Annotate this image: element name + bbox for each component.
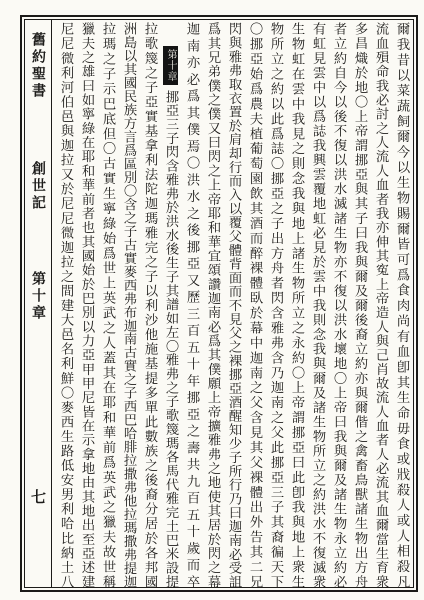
text-column-15: 拉瑪之子示巴底但〇古實生寧綠始爲世上英武之人蓋其在耶和華前爲英武之獵夫故世稱 xyxy=(100,22,115,588)
text-column-13: 拉歌篾之子亞實基拿利法陀迦瑪雅完之子以利沙他施基提多單此數族之後裔分居於各邦國 xyxy=(142,22,157,588)
text-column-16: 獵夫之雄曰如寧綠在耶和華前者也其國始於巴別以力亞甲甲尼皆在示拿地由其地出至亞述建 xyxy=(79,22,94,588)
text-column-9: 閃與雅弗取衣置於肩却行而入以覆父體背面而不見父之裸挪亞酒醒知少子所行乃曰迦南必受詛 xyxy=(226,22,241,588)
text-column-3: 多昌熾於地〇上帝謂挪亞與其子曰我與爾及爾後裔立約亦與爾偕之禽畜鳥獸諸生物出方舟 xyxy=(352,22,367,588)
running-header-chapter: 第十章 xyxy=(30,271,46,322)
running-header-section: 創世記 xyxy=(30,161,46,212)
text-column-2: 流血殞命我必討之人流人血者我亦伸其寃上帝造人與己肖故流人血者人必流其血爾當生育衆 xyxy=(373,22,388,588)
running-header-strip xyxy=(24,19,52,588)
text-column-17: 尼尼微利河伯邑與迦拉又於尼尼微迦拉之間建大邑名利鮮〇麥西生路低安男利哈比納土八 xyxy=(58,22,73,588)
main-text-block xyxy=(55,22,412,588)
text-column-14: 洲島以其國民族方言爲區別〇含之子古實麥西弗布迦南古實之子西巴哈腓拉撒弗他拉瑪撒弗提迦 xyxy=(121,22,136,588)
chapter-heading-tag: 第十章 xyxy=(163,46,178,85)
text-column-12 xyxy=(160,22,181,588)
text-column-5: 有虹見雲中以爲誌我興雲覆地虹必見於雲中我則念我與爾及諸生物所立之約洪水不復滅衆 xyxy=(310,22,325,588)
text-column-11: 迦南亦必爲其僕焉〇洪水之後挪亞又歷三百五十年挪亞之壽共九百五十歲而卒 xyxy=(184,22,199,588)
text-column-7: 物所立之約以此爲誌〇挪亞之子出方舟者閃含雅弗含乃迦南之父此挪亞三子其裔徧天下 xyxy=(268,22,283,588)
text-column-10: 爲其兄弟僕之僕又曰閃之上帝耶和華宜頌讚迦南必爲其僕願上帝擴雅弗之地使其居於閃之幕 xyxy=(205,22,220,588)
running-header-book-title: 舊約聖書 xyxy=(30,32,46,100)
text-column-6: 生物虹在雲中我見之則念我與地上諸生物所立之永約〇上帝謂挪亞曰此卽我與地上衆生 xyxy=(289,22,304,588)
text-column-1: 爾我昔以菜蔬飼爾今以生物賜爾皆可爲食肉尚有血卽其生命毋食或戕殺人或人相殺凡 xyxy=(394,22,409,588)
text-column-8: 〇挪亞始爲農夫植葡萄園飲其酒而醉裸體臥於幕中迦南之父含見其父裸體出外告其二兄 xyxy=(247,22,262,588)
text-column-12-text: 挪亞三子閃含雅弗於洪水後生子其譜如左〇雅弗之子歌篾瑪各馬代雅完土巴米設提 xyxy=(163,89,178,588)
page-number: 七 xyxy=(29,489,47,507)
text-column-4: 者立約自今以後不復以洪水滅諸生物亦不復以洪水壞地〇上帝曰我與爾及諸生物永立約必 xyxy=(331,22,346,588)
